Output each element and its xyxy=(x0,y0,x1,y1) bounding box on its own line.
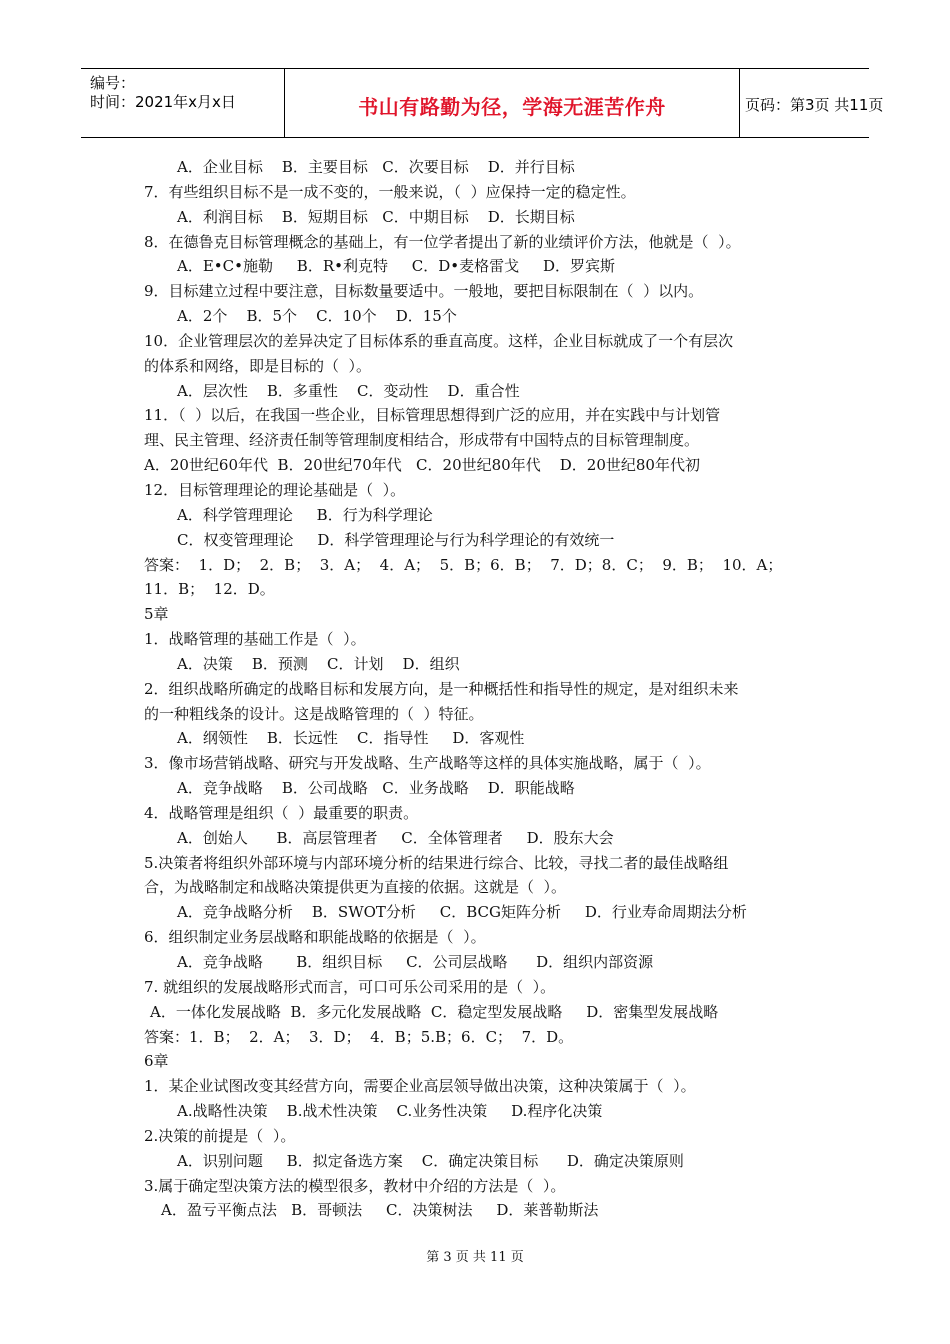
text-line: A．一体化发展战略 B．多元化发展战略 C．稳定型发展战略 D．密集型发展战略 xyxy=(150,1002,719,1021)
text-line: A．层次性 B．多重性 C．变动性 D．重合性 xyxy=(177,381,520,400)
text-line: 6章 xyxy=(144,1052,169,1071)
text-line: 理、民主管理、经济责任制等管理制度相结合，形成带有中国特点的目标管理制度。 xyxy=(144,431,700,450)
text-line: 10．企业管理层次的差异决定了目标体系的垂直高度。这样，企业目标就成了一个有层次 xyxy=(144,331,734,350)
text-line: A．利润目标 B．短期目标 C．中期目标 D．长期目标 xyxy=(177,207,575,226)
header-left-cell xyxy=(81,69,284,137)
text-line: A．纲领性 B．长远性 C．指导性 D．客观性 xyxy=(177,729,525,748)
text-line: A．E•C•施勒 B．R•利克特 C．D•麦格雷戈 D．罗宾斯 xyxy=(177,257,616,276)
text-line: A．竞争战略 B．组织目标 C．公司层战略 D．组织内部资源 xyxy=(177,953,654,971)
text-line: 合，为战略制定和战略决策提供更为直接的依据。这就是（ ）。 xyxy=(144,878,567,897)
text-line: 7. 就组织的发展战略形式而言，可口可乐公司采用的是（ ）。 xyxy=(144,977,556,996)
text-line: 2．组织战略所确定的战略目标和发展方向，是一种概括性和指导性的规定，是对组织未来 xyxy=(144,679,739,698)
text-line: 9．目标建立过程中要注意，目标数量要适中。一般地，要把目标限制在（ ）以内。 xyxy=(144,282,704,301)
header-right-cell xyxy=(739,69,884,137)
text-line: A．企业目标 B．主要目标 C．次要目标 D．并行目标 xyxy=(177,158,575,176)
text-line: 6．组织制定业务层战略和职能战略的依据是（ ）。 xyxy=(144,928,486,947)
text-line: A．创始人 B．高层管理者 C．全体管理者 D．股东大会 xyxy=(177,828,614,847)
header-table xyxy=(81,68,884,138)
text-line: 2.决策的前提是（ ）。 xyxy=(144,1126,296,1145)
code-label: 编号： xyxy=(90,74,136,92)
text-line: 答案： 1．D； 2．B； 3．A； 4．A； 5．B；6．B； 7．D；8．C； 9．B； 10．A； xyxy=(144,555,783,574)
text-line: 11．B； 12．D。 xyxy=(144,580,275,599)
text-line: 12．目标管理理论的理论基础是（ ）。 xyxy=(144,480,406,499)
document-body xyxy=(144,155,824,1223)
text-line: A．盈亏平衡点法 B．哥顿法 C．决策树法 D．莱普勒斯法 xyxy=(161,1201,599,1220)
text-line: 11．（ ）以后，在我国一些企业，目标管理思想得到广泛的应用，并在实践中与计划管 xyxy=(144,406,721,425)
text-line: 1．某企业试图改变其经营方向，需要企业高层领导做出决策，这种决策属于（ ）。 xyxy=(144,1077,696,1096)
header-center-cell xyxy=(284,69,740,137)
text-line: A．科学管理理论 B．行为科学理论 xyxy=(177,505,433,524)
page-footer: 第 3 页 共 11 页 xyxy=(426,1250,524,1265)
text-line: A．2个 B．5个 C．10个 D．15个 xyxy=(177,307,457,326)
text-line: 4．战略管理是组织（ ）最重要的职责。 xyxy=(144,803,419,822)
text-line: 的体系和网络，即是目标的（ ）。 xyxy=(144,356,372,375)
text-line: 3．像市场营销战略、研究与开发战略、生产战略等这样的具体实施战略，属于（ ）。 xyxy=(144,754,711,773)
text-line: 答案：1．B； 2．A； 3．D； 4．B；5.B；6．C； 7．D。 xyxy=(144,1027,574,1046)
header-motto: 书山有路勤为径，学海无涯苦作舟 xyxy=(358,95,666,119)
page-number-label: 页码：第3页 共11页 xyxy=(745,96,884,114)
text-line: 的一种粗线条的设计。这是战略管理的（ ）特征。 xyxy=(144,704,484,723)
text-line: A．竞争战略分析 B．SWOT分析 C．BCG矩阵分析 D．行业寿命周期法分析 xyxy=(177,903,747,922)
text-line: C．权变管理理论 D．科学管理理论与行为科学理论的有效统一 xyxy=(177,530,615,549)
text-line: 5.决策者将组织外部环境与内部环境分析的结果进行综合、比较，寻找二者的最佳战略组 xyxy=(144,853,729,872)
text-line: 7．有些组织目标不是一成不变的，一般来说，（ ）应保持一定的稳定性。 xyxy=(144,182,636,201)
text-line: 3.属于确定型决策方法的模型很多，教材中介绍的方法是（ ）。 xyxy=(144,1176,566,1195)
text-line: A．决策 B．预测 C．计划 D．组织 xyxy=(177,654,460,673)
time-label: 时间：2021年x月x日 xyxy=(90,93,236,111)
text-line: A．20世纪60年代 B．20世纪70年代 C．20世纪80年代 D．20世纪80年代初 xyxy=(144,456,700,475)
text-line: A．识别问题 B．拟定备选方案 C．确定决策目标 D．确定决策原则 xyxy=(177,1151,684,1170)
text-line: 8．在德鲁克目标管理概念的基础上，有一位学者提出了新的业绩评价方法，他就是（ ）。 xyxy=(144,232,741,251)
text-line: 1．战略管理的基础工作是（ ）。 xyxy=(144,630,366,649)
text-line: A.战略性决策 B.战术性决策 C.业务性决策 D.程序化决策 xyxy=(177,1102,603,1121)
text-line: A．竞争战略 B．公司战略 C．业务战略 D．职能战略 xyxy=(177,779,575,798)
text-line: 5章 xyxy=(144,605,169,624)
